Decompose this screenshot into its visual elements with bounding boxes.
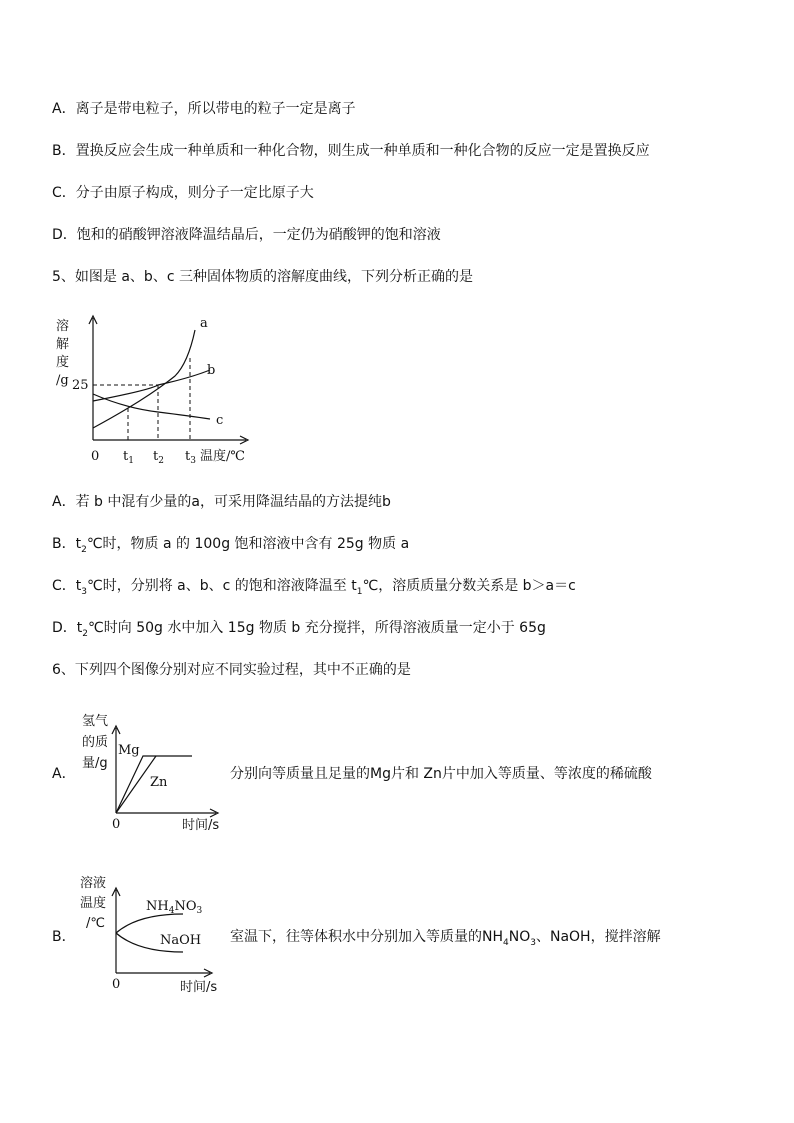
q6-a-origin: 0 bbox=[112, 817, 121, 832]
q6-b-ylabel-1: 溶液 bbox=[80, 876, 107, 891]
x-tick-t2: $t_2$ bbox=[153, 449, 164, 466]
y-tick-25: 25 bbox=[72, 378, 89, 393]
q6-b-ylabel-2: 温度 bbox=[80, 896, 107, 911]
q6-b-origin: 0 bbox=[112, 977, 121, 990]
q6-stem: 6、下列四个图像分别对应不同实验过程，其中不正确的是 bbox=[52, 662, 411, 678]
origin-0: 0 bbox=[91, 449, 100, 464]
q6-a-xlabel: 时间/s bbox=[182, 818, 220, 833]
q4-option-b: B．置换反应会生成一种单质和一种化合物，则生成一种单质和一种化合物的反应一定是置换反应 bbox=[52, 143, 650, 159]
y-label-4: /g bbox=[56, 373, 69, 388]
q6-b-ylabel-3: /℃ bbox=[86, 916, 105, 931]
y-label-3: 度 bbox=[56, 355, 70, 370]
label-c: c bbox=[216, 413, 224, 428]
q6-a-letter: A． bbox=[52, 766, 76, 782]
x-tick-t3: $t_3$ bbox=[185, 449, 196, 466]
q6-b-desc: 室温下，往等体积水中分别加入等质量的$NH_4NO_3$、NaOH，搅拌溶解 bbox=[230, 929, 661, 948]
q6-a-ylabel-2: 的质 bbox=[82, 735, 109, 750]
q6-a-desc: 分别向等质量且足量的Mg片和 Zn片中加入等质量、等浓度的稀硫酸 bbox=[230, 766, 652, 782]
q5-option-b: B．$t_2℃$时，物质 a 的 100g 饱和溶液中含有 25g 物质 a bbox=[52, 536, 410, 555]
q4-option-d: D．饱和的硝酸钾溶液降温结晶后，一定仍为硝酸钾的饱和溶液 bbox=[52, 227, 441, 243]
curve-a bbox=[93, 330, 195, 428]
y-label-2: 解 bbox=[56, 337, 70, 352]
solubility-curve-figure bbox=[50, 308, 260, 470]
y-label-1: 溶 bbox=[56, 319, 70, 334]
q5-option-c: C．$t_3℃$时，分别将 a、b、c 的饱和溶液降温至 $t_1℃$，溶质质量分数关系是 b＞a＝c bbox=[52, 578, 576, 597]
q6-b-letter: B． bbox=[52, 929, 76, 945]
q6-b-xlabel: 时间/s bbox=[180, 980, 218, 995]
x-axis-label: 温度/℃ bbox=[200, 449, 245, 464]
q6-a-ylabel-3: 量/g bbox=[82, 756, 108, 771]
label-a: a bbox=[200, 316, 208, 331]
q6-b-curve-upper bbox=[116, 914, 183, 933]
q5-stem: 5、如图是 a、b、c 三种固体物质的溶解度曲线，下列分析正确的是 bbox=[52, 269, 473, 285]
q6-a-label-mg: Mg bbox=[118, 743, 140, 758]
q6-a-ylabel-1: 氢气 bbox=[82, 714, 109, 729]
q6-b-label-nh4no3: $NH_4NO_3$ bbox=[146, 899, 203, 916]
q5-option-a: A．若 b 中混有少量的a，可采用降温结晶的方法提纯b bbox=[52, 494, 391, 510]
q6-b-label-naoh: NaOH bbox=[160, 933, 202, 948]
label-b: b bbox=[207, 363, 216, 378]
q6-b-graph bbox=[108, 880, 228, 990]
q6-a-label-zn: Zn bbox=[150, 775, 168, 790]
q4-option-a: A．离子是带电粒子，所以带电的粒子一定是离子 bbox=[52, 101, 356, 117]
x-tick-t1: $t_1$ bbox=[123, 449, 134, 466]
q5-option-d: D．$t_2℃$时向 50g 水中加入 15g 物质 b 充分搅拌，所得溶液质量一定小于 65g bbox=[52, 620, 546, 639]
q4-option-c: C．分子由原子构成，则分子一定比原子大 bbox=[52, 185, 314, 201]
